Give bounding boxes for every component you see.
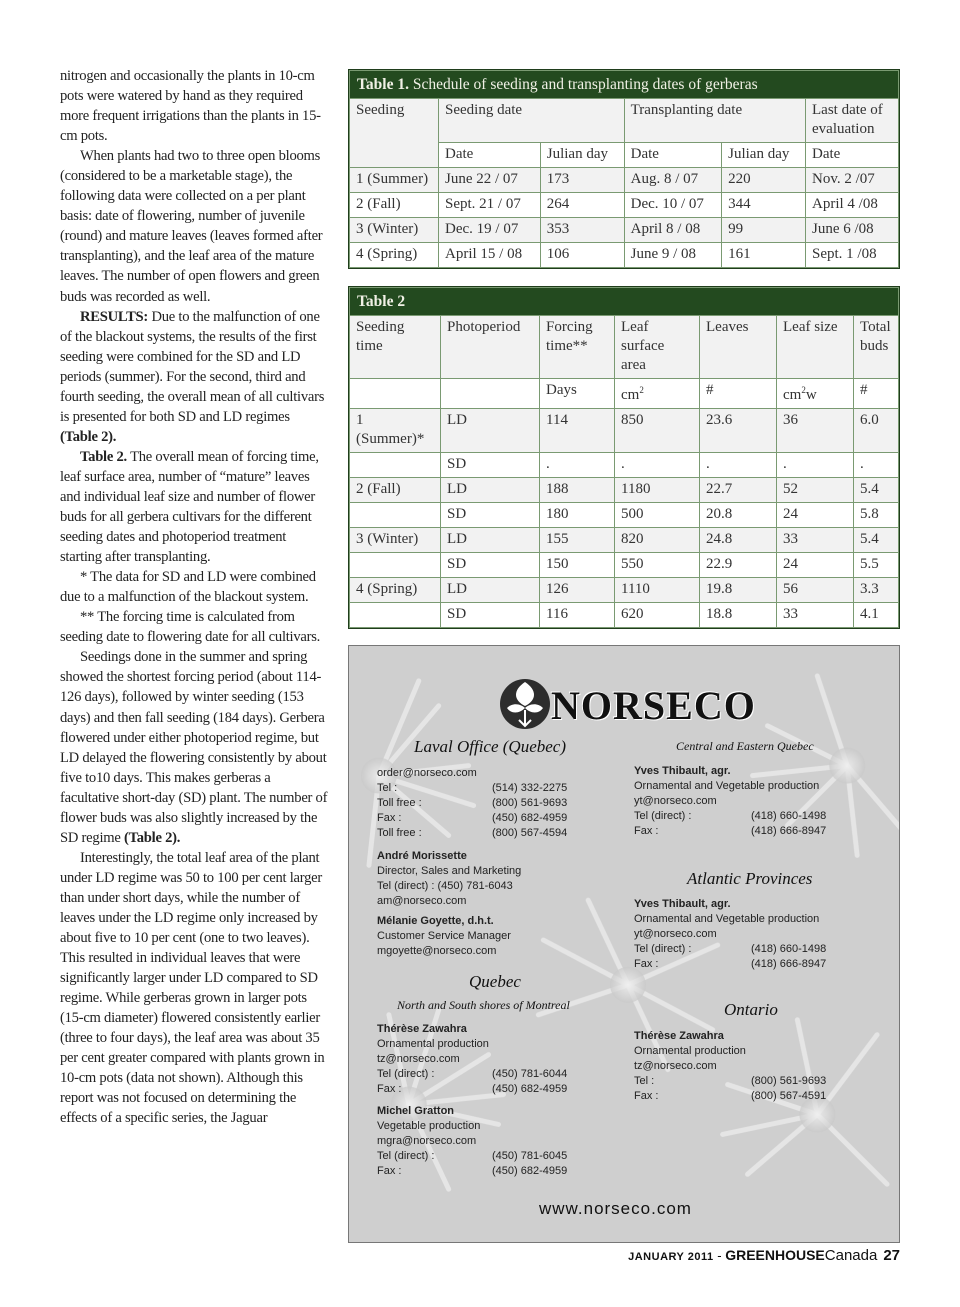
article-paragraph: Interestingly, the total leaf area of the plant under LD regime was 50 to 100 per cent larger than under short days, while the number of leaves under the LD regime only increased by about five to 10 per cent (one to two leaves). This resulted in individual leaves that were significantly larger under LD compared to SD regime. While gerberas grown in larger pots (15-cm diameter) flowered consistently earlier (three to four days), the leaf area was about 35 per cent greater compared with plants grown in 10-cm pots (data not shown). Although this report was not focused on determining the effects of a specific series, the Jaguar bbox=[60, 849, 325, 1127]
contact-name: Yves Thibault, agr. bbox=[634, 765, 731, 777]
table-cell: LD bbox=[441, 578, 540, 603]
label: Tel : bbox=[377, 782, 398, 794]
table-cell: . bbox=[615, 453, 700, 478]
central-eastern-quebec-heading: Central and Eastern Quebec bbox=[676, 739, 814, 753]
table-cell: April 8 / 08 bbox=[624, 218, 722, 243]
table-label: Table 1. bbox=[357, 76, 409, 93]
therese-quebec-contact bbox=[377, 1022, 617, 1097]
contact-role: Customer Service Manager bbox=[377, 930, 511, 942]
table-cell: April 15 / 08 bbox=[439, 243, 541, 268]
table-cell: 22.7 bbox=[700, 478, 777, 503]
unit-cell bbox=[854, 379, 899, 409]
label: Tel (direct) : bbox=[634, 810, 692, 822]
table-row bbox=[350, 218, 899, 243]
unit-text: cm bbox=[783, 387, 802, 403]
table-row bbox=[350, 453, 899, 478]
table-row bbox=[350, 503, 899, 528]
unit-suffix: w bbox=[805, 387, 817, 403]
table-cell: Dec. 10 / 07 bbox=[624, 193, 722, 218]
phone: (450) 682-4959 bbox=[492, 1165, 568, 1177]
header-cell: Total buds bbox=[854, 316, 899, 379]
unit-text: # bbox=[706, 382, 714, 398]
unit-superscript: 2 bbox=[801, 385, 806, 395]
subheader-cell: Date bbox=[624, 143, 722, 168]
article-paragraph bbox=[60, 307, 328, 447]
label: Fax : bbox=[634, 1090, 659, 1102]
norseco-leaf-icon bbox=[499, 664, 551, 744]
table-cell: 161 bbox=[722, 243, 806, 268]
results-heading: RESULTS: bbox=[80, 308, 149, 325]
table-cell: . bbox=[700, 453, 777, 478]
table-cell: 116 bbox=[540, 603, 615, 628]
table-cell: 3.3 bbox=[854, 578, 899, 603]
header-cell: Leaf size bbox=[777, 316, 854, 379]
unit-text: Days bbox=[546, 382, 577, 398]
table-cell: . bbox=[540, 453, 615, 478]
table-cell: 1 (Summer)* bbox=[350, 409, 441, 453]
table-cell: Dec. 19 / 07 bbox=[439, 218, 541, 243]
table-cell: 24 bbox=[777, 503, 854, 528]
norseco-advertisement bbox=[348, 645, 900, 1243]
central-eastern-quebec-contact bbox=[634, 764, 874, 839]
table-cell: 173 bbox=[540, 168, 624, 193]
phone: (450) 781-6044 bbox=[492, 1068, 568, 1080]
label: Fax : bbox=[377, 812, 402, 824]
norseco-logo bbox=[499, 664, 759, 744]
table-cell: 114 bbox=[540, 409, 615, 453]
header-cell: Seeding time bbox=[350, 316, 441, 379]
table-cell: Sept. 1 /08 bbox=[806, 243, 899, 268]
header-cell: Photoperiod bbox=[441, 316, 540, 379]
table-caption-lead: Table 2. bbox=[80, 448, 127, 465]
table-cell: 850 bbox=[615, 409, 700, 453]
table-cell: 18.8 bbox=[700, 603, 777, 628]
label: Fax : bbox=[377, 1083, 402, 1095]
atlantic-provinces-heading: Atlantic Provinces bbox=[687, 869, 813, 888]
unit-text: cm bbox=[621, 387, 640, 403]
phone: (450) 682-4959 bbox=[492, 812, 568, 824]
table-cell: LD bbox=[441, 528, 540, 553]
contact-role: Ornamental production bbox=[634, 1045, 746, 1057]
table-2 bbox=[348, 286, 900, 629]
table-cell: 1110 bbox=[615, 578, 700, 603]
melanie-contact bbox=[377, 914, 617, 959]
table-cell: 1 (Summer) bbox=[350, 168, 439, 193]
contact-role: Director, Sales and Marketing bbox=[377, 865, 522, 877]
table-cell: 3 (Winter) bbox=[350, 528, 441, 553]
table-cell: 33 bbox=[777, 528, 854, 553]
table-cell: 106 bbox=[540, 243, 624, 268]
quebec-heading: Quebec bbox=[469, 972, 521, 991]
header-cell: Seeding bbox=[350, 99, 439, 168]
email: tz@norseco.com bbox=[634, 1060, 717, 1072]
table-title-text: Schedule of seeding and transplanting dates of gerberas bbox=[408, 76, 758, 93]
unit-cell bbox=[777, 379, 854, 409]
contact-role: Ornamental and Vegetable production bbox=[634, 913, 820, 925]
table-cell: 24 bbox=[777, 553, 854, 578]
table-row bbox=[350, 168, 899, 193]
unit-text: # bbox=[860, 382, 868, 398]
michel-contact bbox=[377, 1104, 617, 1179]
email: am@norseco.com bbox=[377, 895, 467, 907]
table-cell: 180 bbox=[540, 503, 615, 528]
label: Tel (direct) : bbox=[377, 1068, 435, 1080]
subheader-cell: Julian day bbox=[722, 143, 806, 168]
phone: (418) 660-1498 bbox=[751, 943, 827, 955]
header-cell: Seeding date bbox=[439, 99, 625, 143]
header-cell: Forcing time** bbox=[540, 316, 615, 379]
table-cell: 5.8 bbox=[854, 503, 899, 528]
phone: (418) 666-8947 bbox=[751, 825, 827, 837]
subheader-cell: Date bbox=[806, 143, 899, 168]
phone: (418) 666-8947 bbox=[751, 958, 827, 970]
table-cell: 56 bbox=[777, 578, 854, 603]
unit-cell bbox=[350, 379, 441, 409]
table-cell: April 4 /08 bbox=[806, 193, 899, 218]
phone: (800) 561-9693 bbox=[492, 797, 568, 809]
table-cell: 22.9 bbox=[700, 553, 777, 578]
contact-name: Michel Gratton bbox=[377, 1105, 455, 1117]
table-cell bbox=[350, 553, 441, 578]
table-cell: 188 bbox=[540, 478, 615, 503]
unit-cell bbox=[615, 379, 700, 409]
table-cell: 99 bbox=[722, 218, 806, 243]
table-cell: 353 bbox=[540, 218, 624, 243]
table-cell: 5.4 bbox=[854, 478, 899, 503]
unit-cell bbox=[700, 379, 777, 409]
table-cell: . bbox=[854, 453, 899, 478]
table-cell: 20.8 bbox=[700, 503, 777, 528]
table-cell: . bbox=[777, 453, 854, 478]
table-cell: 150 bbox=[540, 553, 615, 578]
phone: Tel (direct) : (450) 781-6043 bbox=[377, 880, 513, 892]
table-cell bbox=[350, 503, 441, 528]
table-cell: June 22 / 07 bbox=[439, 168, 541, 193]
table-cell: 52 bbox=[777, 478, 854, 503]
table-row bbox=[350, 409, 899, 453]
header-cell: Leaf surface area bbox=[615, 316, 700, 379]
table-row bbox=[350, 193, 899, 218]
label: Fax : bbox=[634, 825, 659, 837]
table-cell: 126 bbox=[540, 578, 615, 603]
table-cell: 4 (Spring) bbox=[350, 243, 439, 268]
quebec-subheading: North and South shores of Montreal bbox=[397, 998, 570, 1012]
label: Toll free : bbox=[377, 827, 422, 839]
table-cell: SD bbox=[441, 453, 540, 478]
andre-contact bbox=[377, 849, 617, 909]
phone: (450) 682-4959 bbox=[492, 1083, 568, 1095]
email: yt@norseco.com bbox=[634, 928, 717, 940]
table-cell bbox=[350, 603, 441, 628]
table-cell: SD bbox=[441, 553, 540, 578]
phone: (418) 660-1498 bbox=[751, 810, 827, 822]
table-cell: 820 bbox=[615, 528, 700, 553]
issue-date: JANUARY 2011 bbox=[628, 1251, 714, 1263]
table-cell: 36 bbox=[777, 409, 854, 453]
table-2-title: Table 2 bbox=[350, 288, 899, 316]
label: Toll free : bbox=[377, 797, 422, 809]
article-text: Seedings done in the summer and spring showed the shortest forcing period (about 114-126 days), followed by winter seeding (153 days) and then fall seeding (184 days). Gerbera flowered under either photoperiod regime, but LD delayed the flowering consistently by about five to10 days. This makes gerberas a facultative short-day (SD) plant. The number of flower buds was also slightly increased by the SD regime bbox=[60, 649, 328, 846]
table-cell: 19.8 bbox=[700, 578, 777, 603]
table-cell: June 6 /08 bbox=[806, 218, 899, 243]
unit-cell bbox=[441, 379, 540, 409]
contact-name: André Morissette bbox=[377, 850, 467, 862]
contact-name: Thérèse Zawahra bbox=[377, 1023, 467, 1035]
table-cell: 2 (Fall) bbox=[350, 478, 441, 503]
label: Tel (direct) : bbox=[634, 943, 692, 955]
header-cell: Transplanting date bbox=[624, 99, 805, 143]
unit-superscript: 2 bbox=[639, 385, 644, 395]
table-row bbox=[350, 603, 899, 628]
table-cell: 500 bbox=[615, 503, 700, 528]
unit-cell bbox=[540, 379, 615, 409]
phone: (800) 567-4594 bbox=[492, 827, 568, 839]
table-cell: 550 bbox=[615, 553, 700, 578]
phone: (514) 332-2275 bbox=[492, 782, 568, 794]
table-cell: 2 (Fall) bbox=[350, 193, 439, 218]
magazine-name: GREENHOUSE bbox=[725, 1247, 825, 1263]
table-cell: LD bbox=[441, 478, 540, 503]
article-text: The overall mean of forcing time, leaf surface area, number of “mature” leaves and individual leaf size and number of flower buds for all gerbera cultivars for the different seeding dates and photoperiod treatment starting after transplanting. bbox=[60, 448, 319, 566]
table-cell: June 9 / 08 bbox=[624, 243, 722, 268]
header-cell: Leaves bbox=[700, 316, 777, 379]
table-cell: 220 bbox=[722, 168, 806, 193]
article-paragraph bbox=[60, 447, 328, 567]
table-cell: Aug. 8 / 07 bbox=[624, 168, 722, 193]
ontario-contact bbox=[634, 1029, 874, 1104]
contact-role: Vegetable production bbox=[377, 1120, 481, 1132]
contact-name: Yves Thibault, agr. bbox=[634, 898, 731, 910]
email: tz@norseco.com bbox=[377, 1053, 460, 1065]
phone: (800) 561-9693 bbox=[751, 1075, 827, 1087]
table-row bbox=[350, 478, 899, 503]
email: order@norseco.com bbox=[377, 767, 477, 779]
table-cell: 1180 bbox=[615, 478, 700, 503]
table-cell: SD bbox=[441, 603, 540, 628]
table-cell: Nov. 2 /07 bbox=[806, 168, 899, 193]
email: mgoyette@norseco.com bbox=[377, 945, 497, 957]
table-cell: 264 bbox=[540, 193, 624, 218]
subheader-cell: Date bbox=[439, 143, 541, 168]
table-cell bbox=[350, 453, 441, 478]
label: Fax : bbox=[377, 1165, 402, 1177]
ontario-heading: Ontario bbox=[724, 1000, 778, 1019]
subheader-cell: Julian day bbox=[540, 143, 624, 168]
email: yt@norseco.com bbox=[634, 795, 717, 807]
table-cell: 33 bbox=[777, 603, 854, 628]
atlantic-provinces-contact bbox=[634, 897, 874, 972]
article-paragraph: nitrogen and occasionally the plants in 10-cm pots were watered by hand as they required more frequent irrigations than the plants in 15-cm pots. bbox=[60, 68, 321, 145]
article-paragraph bbox=[60, 647, 328, 847]
table-cell: 5.5 bbox=[854, 553, 899, 578]
contact-role: Ornamental production bbox=[377, 1038, 489, 1050]
table-cell: LD bbox=[441, 409, 540, 453]
website-link[interactable]: www.norseco.com bbox=[539, 1199, 692, 1218]
table-1-title bbox=[350, 71, 899, 99]
table-cell: 24.8 bbox=[700, 528, 777, 553]
table-cell: 344 bbox=[722, 193, 806, 218]
table-reference: (Table 2). bbox=[60, 428, 117, 445]
label: Fax : bbox=[634, 958, 659, 970]
email: mgra@norseco.com bbox=[377, 1135, 477, 1147]
phone: (450) 781-6045 bbox=[492, 1150, 568, 1162]
header-cell: Last date of evaluation bbox=[806, 99, 899, 143]
table-cell: 620 bbox=[615, 603, 700, 628]
table-row bbox=[350, 553, 899, 578]
footnote: * The data for SD and LD were combined due to a malfunction of the blackout system. bbox=[60, 569, 316, 606]
label: Tel : bbox=[634, 1075, 655, 1087]
table-cell: 4.1 bbox=[854, 603, 899, 628]
contact-name: Mélanie Goyette, d.h.t. bbox=[377, 915, 494, 927]
table-cell: 5.4 bbox=[854, 528, 899, 553]
separator: - bbox=[713, 1248, 726, 1263]
article-column bbox=[60, 66, 328, 1128]
table-cell: 3 (Winter) bbox=[350, 218, 439, 243]
contact-name: Thérèse Zawahra bbox=[634, 1030, 724, 1042]
article-text: Due to the malfunction of one of the blackout systems, the results of the first seeding were combined for the SD and LD periods (summer). For the second, third and fourth seeding, the overall mean of all cultivars is presented for both SD and LD regimes bbox=[60, 308, 325, 425]
table-row bbox=[350, 578, 899, 603]
table-cell: 155 bbox=[540, 528, 615, 553]
table-cell: SD bbox=[441, 503, 540, 528]
table-row bbox=[350, 243, 899, 268]
article-paragraph: When plants had two to three open blooms (considered to be a marketable stage), the following data were collected on a per plant basis: date of flowering, number of juvenile (round) and mature leaves (leaves formed after transplanting), and the leaf area of the mature leaves. The number of open flowers and green buds was recorded as well. bbox=[60, 148, 323, 305]
table-cell: Sept. 21 / 07 bbox=[439, 193, 541, 218]
table-1 bbox=[348, 69, 900, 269]
page-number: 27 bbox=[883, 1247, 900, 1264]
footnote: ** The forcing time is calculated from seeding date to flowering date for all cultivars. bbox=[60, 609, 321, 646]
magazine-name-suffix: Canada bbox=[824, 1247, 878, 1264]
table-row bbox=[350, 528, 899, 553]
label: Tel (direct) : bbox=[377, 1150, 435, 1162]
table-reference: (Table 2). bbox=[123, 829, 181, 846]
table-cell: 4 (Spring) bbox=[350, 578, 441, 603]
brand-name: NORSECO bbox=[551, 683, 756, 728]
laval-office-contact bbox=[377, 766, 617, 841]
page-footer bbox=[628, 1247, 900, 1264]
contact-role: Ornamental and Vegetable production bbox=[634, 780, 820, 792]
table-cell: 23.6 bbox=[700, 409, 777, 453]
phone: (800) 567-4591 bbox=[751, 1090, 827, 1102]
laval-office-heading: Laval Office (Quebec) bbox=[414, 737, 566, 756]
table-cell: 6.0 bbox=[854, 409, 899, 453]
